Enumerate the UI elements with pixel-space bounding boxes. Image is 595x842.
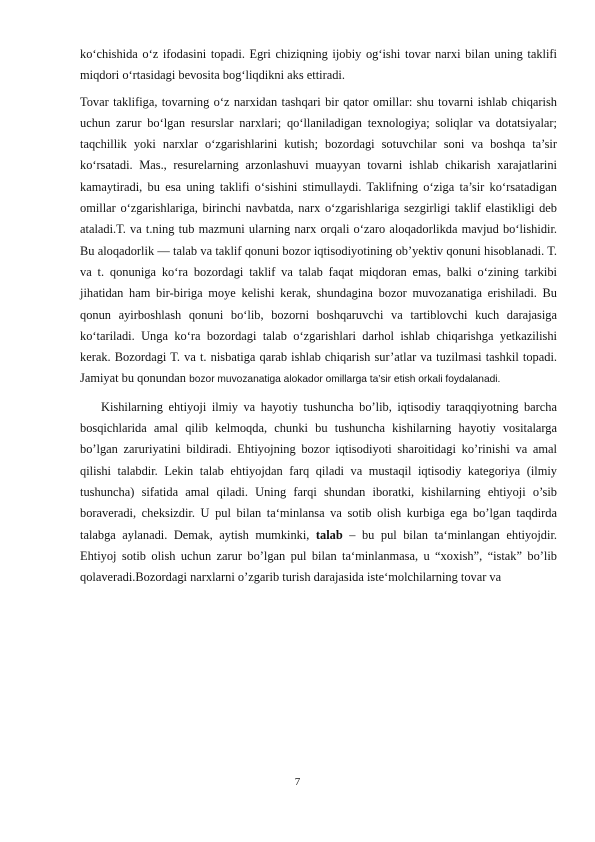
paragraph-2-small-text: bozor muvozanatiga alokador omillarga ta’sir etish orkali foydalanadi.: [189, 374, 501, 386]
paragraph-3: [80, 397, 557, 589]
paragraph-3-text-after: – bu pul bilan ta‘minlangan ehtiyojdir. Ehtiyoj sotib olish uchun zarur bo’lgan pul bilan ta‘minlanmasa, u “xoxish”, “istak” bo’lib qolaveradi.Bozordagi narxlarni o’zgarib turish darajasida iste‘molchilarning tovar va: [80, 527, 557, 585]
document-body: [80, 44, 557, 588]
paragraph-2: [80, 92, 557, 391]
paragraph-1: ko‘chishida o‘z ifodasini topadi. Egri chiziqning ijobiy og‘ishi tovar narxi bilan uning taklifi miqdori o‘rtasidagi bevosita bog‘liqdikni aks ettiradi.: [80, 47, 557, 83]
paragraph-3-text-before: Kishilarning ehtiyoji ilmiy va hayotiy tushuncha bo’lib, iqtisodiy taraqqiyotning barcha bosqichlarida amal qilib kelmoqda, chunki bu tushuncha kishilarning hayotiy vositalarga bo’lgan zaruriyatini bildiradi. Ehtiyojning bozor iqtisodiyoti sharoitidagi ko’rinishi va amal qilishi talabdir. Lekin talab ehtiyojdan farq qiladi va mustaqil iqtisodiy kategoriya (ilmiy tushuncha) sifatida amal qiladi. Uning farqi shundan iboratki, kishilarning ehtiyoji o’sib boraveradi, cheksizdir. U pul bilan ta‘minlansa va sotib olish kurbiga ega bo’lgan taqdirda talabga aylanadi. Demak, aytish mumkinki,: [80, 399, 557, 542]
page-number: 7: [294, 776, 301, 788]
term-talab: talab: [315, 527, 343, 542]
paragraph-2-text: Tovar taklifiga, tovarning o‘z narxidan tashqari bir qator omillar: shu tovarni ishlab chiqarish uchun zarur bo‘lgan resurslar narxlari; qo‘llaniladigan texnologiya; soliqlar va dotatsiyalar; taqchillik yoki narxlar o‘zgarishlarini kutish; bozordagi sotuvchilar soni va boshqa ta’sir ko‘rsatadi. Mas., resurelarning arzonlashuvi muayyan tovarni ishlab chikarish xarajatlarini kamaytiradi, bu esa uning taklifi o‘sishini stimullaydi. Taklifning o‘ziga ta’sir ko‘rsatadigan omillar o‘zgarishlariga, birinchi navbatda, narx o‘zgarishlariga sezgirligi taklif elastikligi deb ataladi.T. va t.ning tub mazmuni ularning narx orqali o‘zaro aloqadorlikda mavjud bo‘lishidir. Bu aloqadorlik — talab va taklif qonuni bozor iqtisodiyotining ob’yektiv qonuni hisoblanadi. T. va t. qonuniga ko‘ra bozordagi taklif va talab faqat miqdoran emas, balki o‘zining tarkibi jihatidan ham bir-biriga moye kelishi kerak, shundagina bozor muvozanatiga erishiladi. Bu qonun ayirboshlash qonuni bo‘lib, bozorni boshqaruvchi va tartiblovchi kuch darajasiga ko‘tariladi. Unga ko‘ra bozordagi talab o‘zgarishlari darhol ishlab chiqarishga yetkazilishi kerak. Bozordagi T. va t. nisbatiga qarab ishlab chiqarish sur’atlar va tuzilmasi tashkil topadi. Jamiyat bu qonundan: [80, 94, 557, 386]
